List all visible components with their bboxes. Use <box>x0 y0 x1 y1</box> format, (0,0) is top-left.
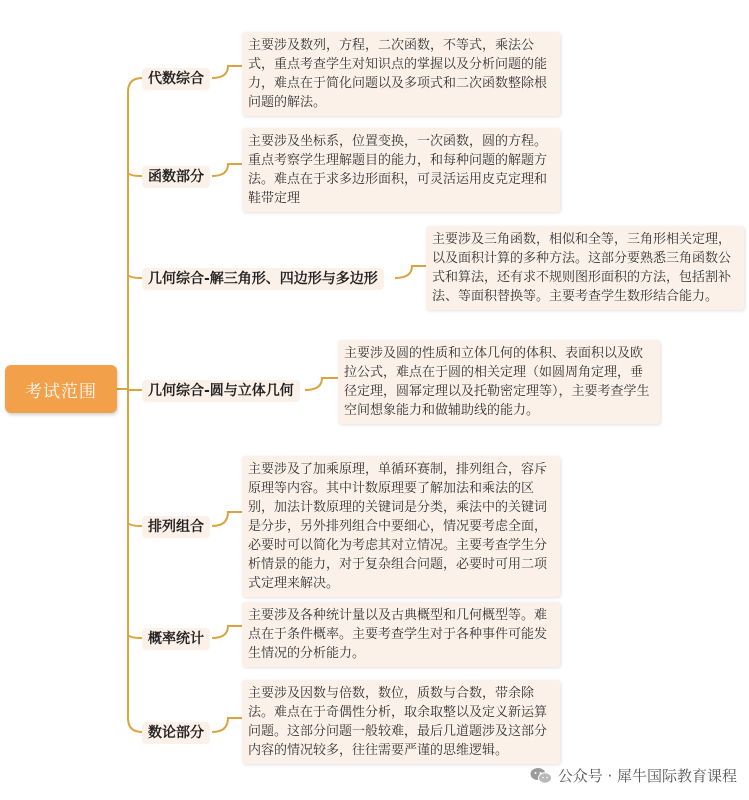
detail-functions: 主要涉及坐标系，位置变换，一次函数，圆的方程。重点考察学生理解题目的能力，和每种问题的解题方法。难点在于求多边形面积，可灵活运用皮克定理和鞋带定理 <box>242 128 560 212</box>
detail-probability: 主要涉及各种统计量以及古典概型和几何概型等。难点在于条件概率。主要考查学生对于各种事件可能发生情况的分析能力。 <box>242 602 560 667</box>
detail-algebra: 主要涉及数列，方程，二次函数，不等式，乘法公式，重点考查学生对知识点的掌握以及分析问题的能力，难点在于简化问题以及多项式和二次函数整除根问题的解法。 <box>242 32 560 116</box>
detail-combinatorics: 主要涉及了加乘原理，单循环赛制，排列组合，容斥原理等内容。其中计数原理要了解加法和乘法的区别，加法计数原理的关键词是分类，乘法中的关键词是分步，另外排列组合中要细心，情况要考虑全面，必要时可以简化为考虑其对立情况。主要考查学生分析情景的能力，对于复杂组合问题，必要时可用二项式定理来解决。 <box>242 456 560 597</box>
branch-combinatorics: 排列组合 <box>142 516 210 538</box>
branch-functions: 函数部分 <box>142 166 210 188</box>
watermark <box>530 765 737 786</box>
branch-number-theory: 数论部分 <box>142 722 210 744</box>
detail-geometry-circle-solid: 主要涉及圆的性质和立体几何的体积、表面积以及欧拉公式，难点在于圆的相关定理（如圆周角定理，垂径定理，圆幂定理以及托勒密定理等），主要考查学生空间想象能力和做辅助线的能力。 <box>338 340 660 424</box>
branch-geometry-circle-solid: 几何综合-圆与立体几何 <box>142 380 300 402</box>
detail-geometry-polygons: 主要涉及三角函数，相似和全等，三角形相关定理，以及面积计算的多种方法。这部分要熟悉三角函数公式和算法，还有求不规则图形面积的方法，包括割补法、等面积替换等。主要考查学生数形结合能力。 <box>426 226 744 310</box>
wechat-icon <box>530 767 552 785</box>
watermark-text: 公众号 · 犀牛国际教育课程 <box>557 767 737 785</box>
branch-probability: 概率统计 <box>142 628 210 650</box>
root-node: 考试范围 <box>5 365 117 413</box>
detail-number-theory: 主要涉及因数与倍数，数位，质数与合数，带余除法。难点在于奇偶性分析，取余取整以及定义新运算问题。这部分问题一般较难，最后几道题涉及这部分内容的情况较多，往往需要严谨的思维逻辑。 <box>242 680 560 764</box>
branch-algebra: 代数综合 <box>142 68 210 90</box>
branch-geometry-polygons: 几何综合-解三角形、四边形与多边形 <box>142 268 384 290</box>
